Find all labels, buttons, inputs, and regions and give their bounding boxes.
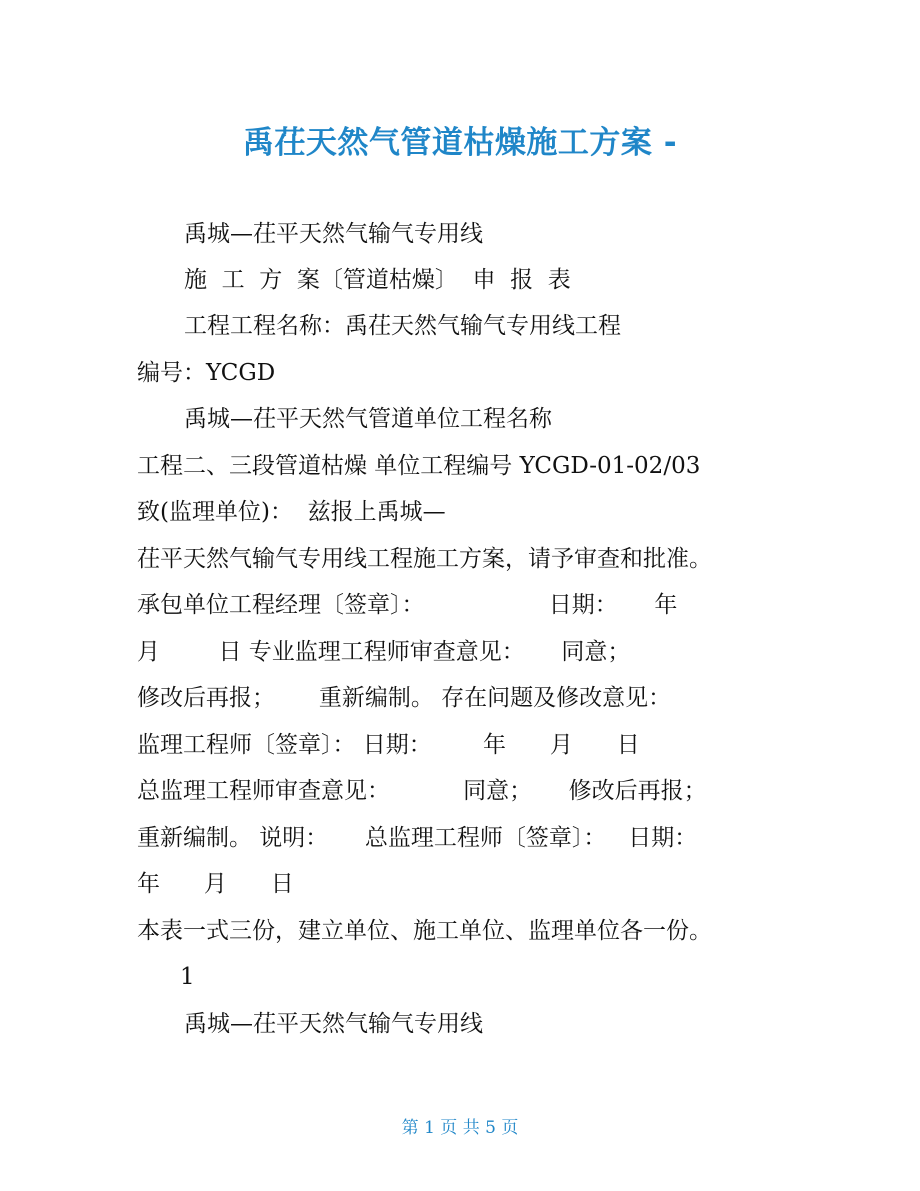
body-line: 施 工 方 案〔管道枯燥〕 申 报 表: [184, 267, 571, 293]
body-line: 重新编制。 说明： 总监理工程师〔签章〕： 日期：: [137, 825, 698, 851]
body-line: 禹城—茌平天然气输气专用线: [184, 221, 483, 247]
page-number-inline: 1: [180, 964, 195, 990]
body-line: 承包单位工程经理〔签章〕： 日期： 年: [137, 592, 678, 618]
body-line: 工程工程名称：禹茌天然气输气专用线工程: [184, 313, 621, 339]
body-line: 禹城—茌平天然气管道单位工程名称: [184, 406, 552, 432]
body-line: 茌平天然气输气专用线工程施工方案，请予审查和批准。: [137, 546, 712, 572]
body-line: 编号：YCGD: [137, 360, 276, 386]
body-line: 监理工程师〔签章〕： 日期： 年 月 日: [137, 732, 640, 758]
body-line: 禹城—茌平天然气输气专用线: [184, 1011, 483, 1037]
body-line: 年 月 日: [137, 871, 294, 897]
body-line: 致(监理单位)： 兹报上禹城—: [137, 499, 446, 525]
body-line: 本表一式三份，建立单位、施工单位、监理单位各一份。: [137, 918, 712, 944]
body-line: 月 日 专业监理工程师审查意见： 同意；: [137, 639, 631, 665]
document-title: 禹茌天然气管道枯燥施工方案 -: [242, 125, 678, 161]
body-line: 总监理工程师审查意见： 同意； 修改后再报；: [137, 778, 707, 804]
body-line: 修改后再报； 重新编制。 存在问题及修改意见：: [137, 685, 672, 711]
body-line: 工程二、三段管道枯燥 单位工程编号 YCGD-01-02/03: [137, 453, 701, 479]
page-footer: 第 1 页 共 5 页: [401, 1118, 519, 1138]
